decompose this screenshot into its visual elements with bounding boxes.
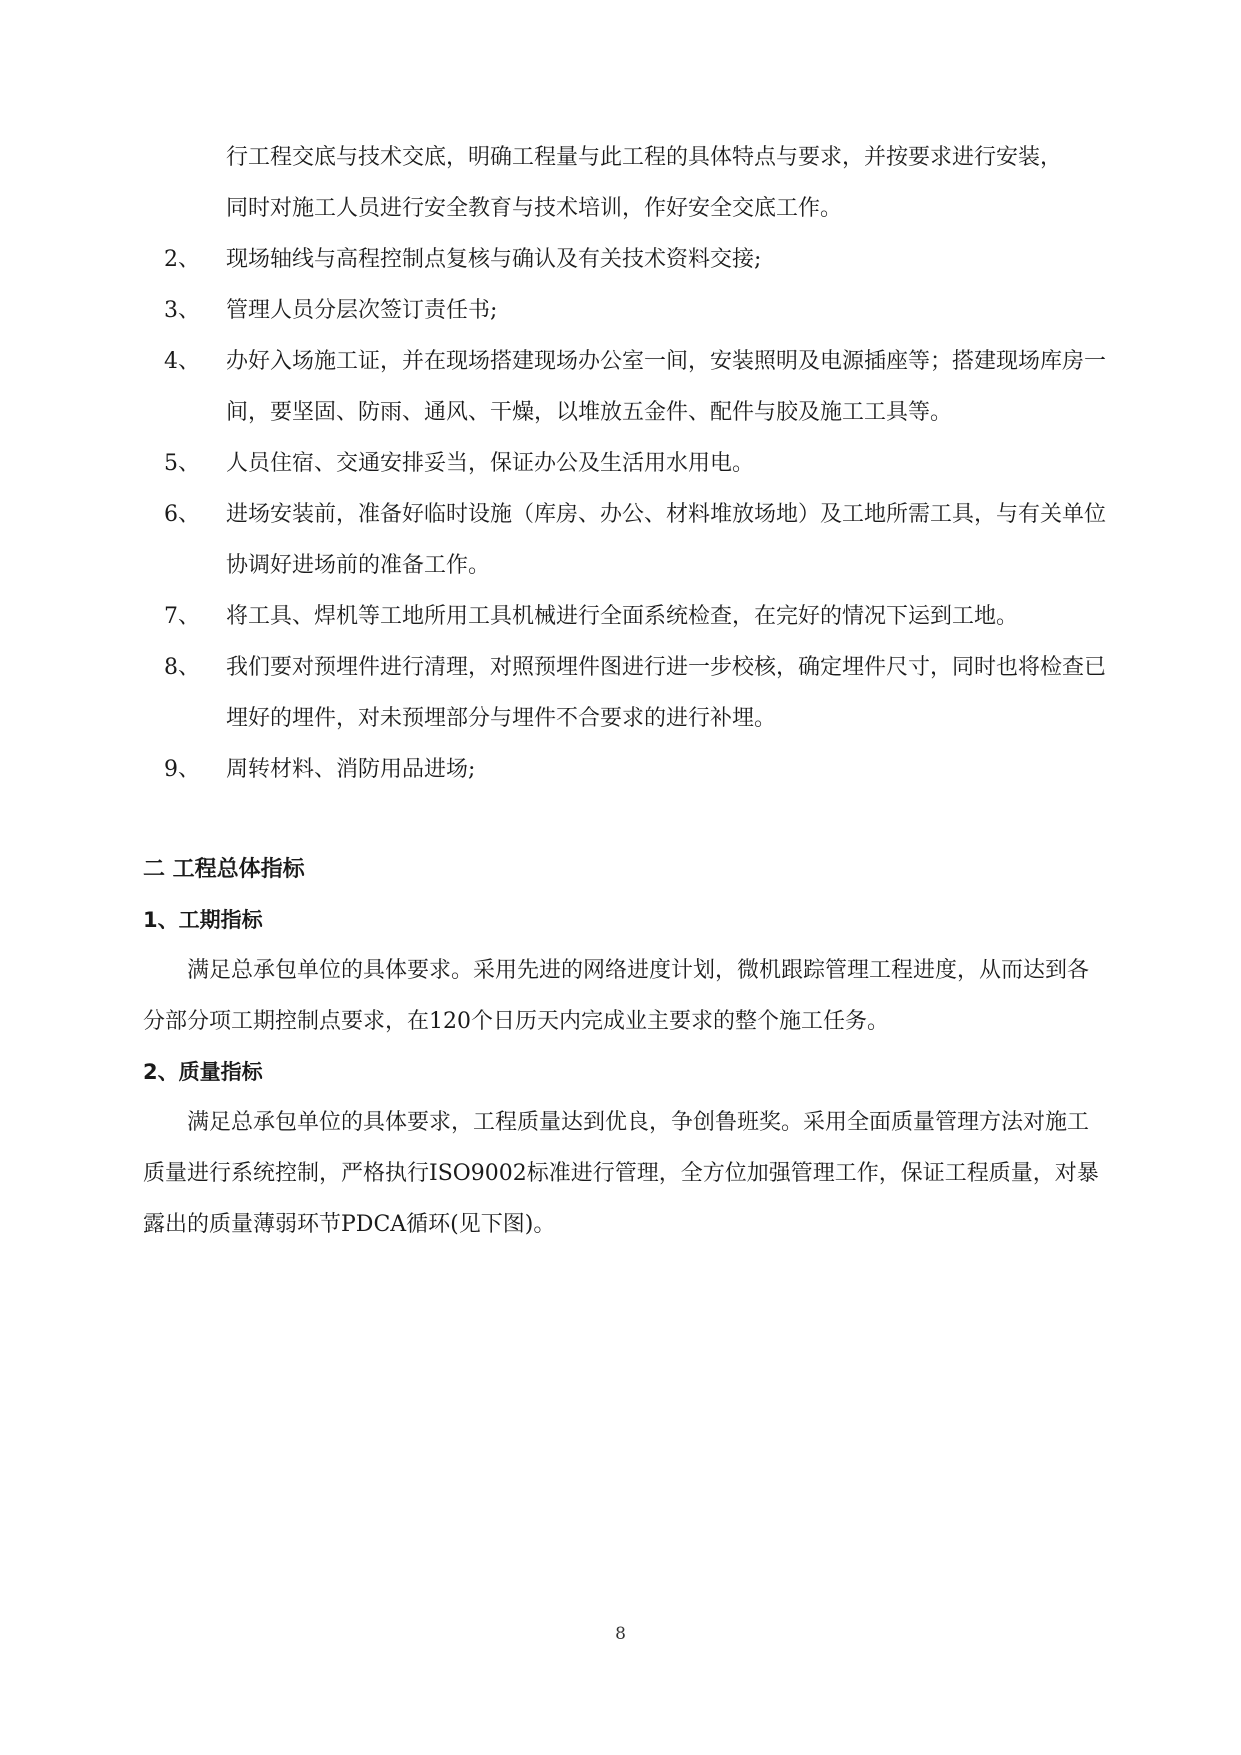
list-item [164,336,1106,438]
list-item-number: 6、 [164,502,200,527]
list-item [164,285,1106,336]
list-item-text: 人员住宿、交通安排妥当，保证办公及生活用水用电。 [226,451,755,476]
list-item-text: 管理人员分层次签订责任书; [226,298,498,323]
quality-target-paragraph: 满足总承包单位的具体要求，工程质量达到优良，争创鲁班奖。采用全面质量管理方法对施工质量进行系统控制，严格执行ISO9002标准进行管理，全方位加强管理工作，保证工程质量，对暴露出的质量薄弱环节PDCA循环(见下图)。 [143,1110,1099,1237]
schedule-target-paragraph: 满足总承包单位的具体要求。采用先进的网络进度计划，微机跟踪管理工程进度，从而达到各分部分项工期控制点要求，在120个日历天内完成业主要求的整个施工任务。 [143,958,1090,1034]
list-item-text: 办好入场施工证，并在现场搭建现场办公室一间，安装照明及电源插座等；搭建现场库房一间，要坚固、防雨、通风、干燥，以堆放五金件、配件与胶及施工工具等。 [226,349,1107,425]
list-item [164,489,1106,591]
schedule-target-heading: 1、工期指标 [143,908,263,932]
preparation-list [164,234,1106,795]
list-item-number: 9、 [164,757,200,782]
overall-targets-section [143,845,1106,1250]
list-item [164,234,1106,285]
continuation-line: 同时对施工人员进行安全教育与技术培训，作好安全交底工作。 [226,196,843,221]
list-item-number: 2、 [164,247,200,272]
page-number: 8 [615,1624,626,1644]
continuation-paragraph [226,132,1106,234]
list-item-text: 进场安装前，准备好临时设施（库房、办公、材料堆放场地）及工地所需工具，与有关单位协调好进场前的准备工作。 [226,502,1107,578]
list-item [164,744,1106,795]
list-item [164,591,1106,642]
quality-target-heading: 2、质量指标 [143,1060,263,1084]
list-item [164,642,1106,744]
list-item [164,438,1106,489]
list-item-text: 我们要对预埋件进行清理，对照预埋件图进行进一步校核，确定埋件尺寸，同时也将检查已埋好的埋件，对未预埋部分与埋件不合要求的进行补埋。 [226,655,1107,731]
list-item-text: 现场轴线与高程控制点复核与确认及有关技术资料交接; [226,247,762,272]
list-item-text: 将工具、焊机等工地所用工具机械进行全面系统检查，在完好的情况下运到工地。 [226,604,1019,629]
continuation-line: 行工程交底与技术交底，明确工程量与此工程的具体特点与要求，并按要求进行安装， [226,145,1063,170]
list-item-number: 7、 [164,604,200,629]
list-item-number: 4、 [164,349,200,374]
list-item-text: 周转材料、消防用品进场; [226,757,476,782]
list-item-number: 5、 [164,451,200,476]
list-item-number: 8、 [164,655,200,680]
section-heading: 二 工程总体指标 [143,857,305,882]
list-item-number: 3、 [164,298,200,323]
